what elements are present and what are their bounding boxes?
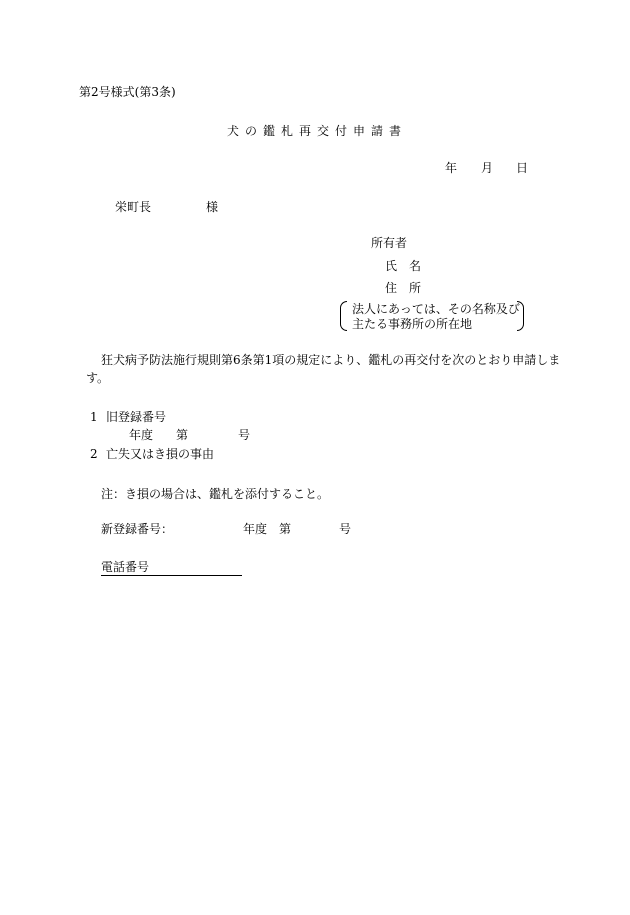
item-1-dai: 第 xyxy=(176,428,189,442)
left-bracket xyxy=(340,301,347,331)
date-month-label: 月 xyxy=(481,161,494,175)
item-1-label: 旧登録番号 xyxy=(106,410,167,424)
date-year-label: 年 xyxy=(445,161,458,175)
corporate-note-bracket xyxy=(340,301,524,331)
item-2-label: 亡失又はき損の事由 xyxy=(106,447,215,461)
item-1-year: 年度 xyxy=(129,428,154,442)
body-text-line-2: す。 xyxy=(86,371,110,385)
new-registration-go: 号 xyxy=(339,522,352,536)
item-1-number: 1 xyxy=(90,410,98,424)
owner-heading: 所有者 xyxy=(371,236,408,250)
attachment-note: 注：き損の場合は、鑑札を添付すること。 xyxy=(101,487,330,501)
owner-name-label: 氏 名 xyxy=(385,259,422,273)
body-text-line-1: 狂犬病予防法施行規則第6条第1項の規定により、鑑札の再交付を次のとおり申請しま xyxy=(101,353,561,367)
addressee-name: 栄町長 xyxy=(115,200,152,214)
new-registration-label: 新登録番号： xyxy=(101,522,174,536)
addressee-honorific: 様 xyxy=(206,200,219,214)
phone-number-field: 電話番号 xyxy=(101,561,242,576)
item-2-number: 2 xyxy=(90,447,98,461)
form-number: 第2号様式(第3条) xyxy=(79,85,176,99)
owner-address-label: 住 所 xyxy=(385,281,422,295)
item-1-go: 号 xyxy=(238,428,251,442)
new-registration-year: 年度 xyxy=(243,522,268,536)
document-title: 犬の鑑札再交付申請書 xyxy=(227,124,408,138)
corporate-note-line-2: 主たる事務所の所在地 xyxy=(352,317,473,331)
date-day-label: 日 xyxy=(516,161,529,175)
corporate-note-line-1: 法人にあっては、その名称及び xyxy=(352,302,520,316)
new-registration-dai: 第 xyxy=(279,522,292,536)
